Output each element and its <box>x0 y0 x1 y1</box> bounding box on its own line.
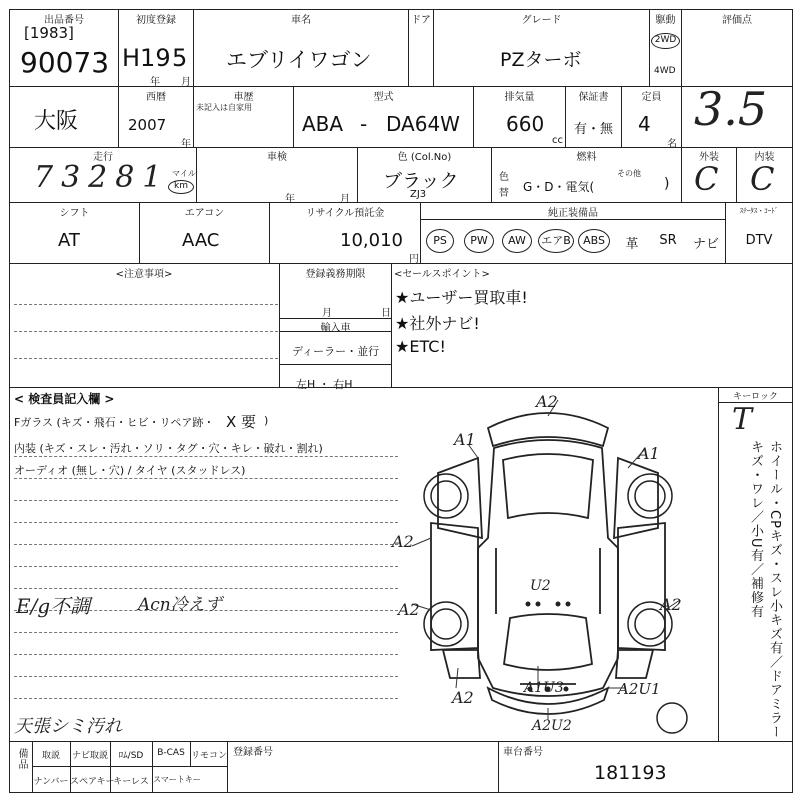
footer-rom-sd: ﾛﾑ/SD <box>118 751 144 761</box>
score-value: 3.5 <box>694 82 768 136</box>
history-note: 未記入は自家用 <box>196 103 252 112</box>
shift: AT <box>58 230 80 251</box>
footer-spare-key: スペアキー <box>70 777 115 787</box>
equip-airbag: エアB <box>538 229 574 253</box>
damage-mark-front: A2 <box>536 392 558 411</box>
score-label: 評価点 <box>722 15 752 26</box>
model-label: 車名 <box>291 15 311 26</box>
damage-mark-right-rear: A2 <box>660 595 682 614</box>
grade-value: PZターボ <box>500 49 582 71</box>
equip-label: 純正装備品 <box>548 208 598 219</box>
handwritten-note-3: 天張シミ汚れ <box>14 716 122 737</box>
mileage-unit-mile: マイル <box>172 169 196 178</box>
inspector-line-3: オーディオ (無し・穴) / タイヤ (スタッドレス) <box>14 464 246 477</box>
inspector-line <box>14 566 398 567</box>
ac: AAC <box>182 230 220 251</box>
mileage-unit-km: km <box>168 180 194 194</box>
fuel-label: 燃料 <box>576 152 597 163</box>
equip-leather: 革 <box>625 237 639 252</box>
damage-mark-roof: U2 <box>530 578 551 594</box>
lot-number: 90073 <box>20 46 110 79</box>
inspector-line <box>14 522 398 523</box>
first-reg-label: 初度登録 <box>136 15 176 26</box>
reg-month: 5 <box>172 44 188 72</box>
import-label: 輸入車 <box>320 323 351 334</box>
inspection-month: 月 <box>340 194 350 205</box>
inspector-line-2: 内装 (キズ・スレ・汚れ・ソリ・タグ・穴・キレ・破れ・割れ) <box>14 442 323 455</box>
interior-label: 内装 <box>754 152 775 163</box>
footer-plate: ナンバー <box>33 777 69 787</box>
history-label: 車歴 <box>233 92 254 103</box>
western-year-unit: 年 <box>181 139 191 150</box>
lot-bracket: [1983] <box>24 24 74 42</box>
steering: 左H ・ 右H <box>296 378 353 391</box>
location: 大阪 <box>34 109 79 134</box>
sales-label: <セールスポイント> <box>394 269 490 280</box>
year-unit: 年 <box>150 77 160 88</box>
keylock-label: キーロック <box>733 392 778 402</box>
inspector-line <box>14 478 398 479</box>
inspector-line <box>14 676 398 677</box>
sales-point-1: ★ユーザー買取車! <box>395 288 528 307</box>
capacity-label: 定員 <box>641 92 662 103</box>
drive-4wd: 4WD <box>654 66 676 76</box>
inspection-year: 年 <box>285 194 295 205</box>
reg-no-label: 登録番号 <box>233 747 273 758</box>
fuel-other: その他 <box>617 169 641 178</box>
equip-navi: ナビ <box>692 237 719 252</box>
damage-mark-front-left: A1 <box>454 430 476 449</box>
footer-navi-manual: ナビ取説 <box>71 751 108 761</box>
lot-label: 出品番号 <box>44 15 84 26</box>
inspector-line-1-mark: X 要 <box>226 413 257 431</box>
chassis-label: 車台番号 <box>503 747 543 758</box>
handwritten-note-2: Acn冷えず <box>138 595 222 615</box>
equip-abs: ABS <box>578 229 610 253</box>
capacity: 4 <box>638 112 651 136</box>
fuel-options: G・D・電気( <box>523 180 595 194</box>
shift-label: シフト <box>59 208 90 219</box>
inspector-line <box>14 544 398 545</box>
displacement-label: 排気量 <box>504 92 535 103</box>
note-line <box>14 304 278 305</box>
sales-point-3: ★ETC! <box>395 337 446 356</box>
note-line <box>14 358 278 359</box>
footer-remote: リモコン <box>190 751 227 761</box>
recycle-unit: 円 <box>409 254 419 265</box>
damage-mark-left-front-door: A2 <box>392 532 414 551</box>
type-prefix: ABA <box>302 112 344 136</box>
inspector-line <box>14 500 398 501</box>
sales-point-2: ★社外ナビ! <box>395 314 480 333</box>
equip-pw: PW <box>464 229 494 253</box>
recycle: 10,010 <box>340 230 403 251</box>
inspector-line <box>14 698 398 699</box>
drive-2wd: 2WD <box>651 33 680 49</box>
ac-label: エアコン <box>184 208 225 219</box>
reg-month: 月 <box>322 308 332 319</box>
keylock-mark: T <box>732 402 753 437</box>
import-type: ディーラー・並行 <box>292 345 380 358</box>
type-dash: - <box>360 112 368 136</box>
inspector-title: < 検査員記入欄 > <box>14 392 115 406</box>
equip-aw: AW <box>502 229 532 253</box>
footer-smart-key: スマートキー <box>153 775 201 784</box>
warranty-label: 保証書 <box>578 92 609 103</box>
inspector-line-1-close: ) <box>264 414 269 427</box>
damage-mark-rear-center: A1U3 <box>524 680 564 696</box>
recycle-label: リサイクル預託金 <box>305 208 385 219</box>
equip-dtv: DTV <box>745 233 773 248</box>
color-change-1: 色 <box>499 172 509 183</box>
inspector-line <box>14 632 398 633</box>
displacement: 660 <box>506 112 545 136</box>
exterior-grade: C <box>694 160 719 198</box>
mileage: 73281 <box>34 160 170 195</box>
note-line <box>14 331 278 332</box>
grade-label: グレード <box>521 15 562 26</box>
damage-mark-left-rear-door: A2 <box>398 600 420 619</box>
inspector-line <box>14 654 398 655</box>
color-code: ZJ3 <box>410 189 427 200</box>
footer-side-label: 備品 <box>16 748 27 770</box>
month-unit: 月 <box>181 77 191 88</box>
inspection-label: 車検 <box>267 152 287 163</box>
damage-mark-rear-right: A2U1 <box>618 680 661 698</box>
caution-label: <注意事項> <box>115 269 173 280</box>
color: ブラック <box>383 170 459 192</box>
chassis-no: 181193 <box>594 762 667 784</box>
displacement-unit: cc <box>552 135 563 146</box>
inspector-line-1: Fガラス (キズ・飛石・ヒビ・リペア跡・ <box>14 416 215 429</box>
exterior-label: 外装 <box>699 152 719 163</box>
interior-grade: C <box>750 160 775 198</box>
footer-keyless: キーレス <box>113 777 149 787</box>
western-year: 2007 <box>128 116 167 134</box>
reg-deadline-label: 登録義務期限 <box>305 269 366 280</box>
footer-bcas: B-CAS <box>157 748 185 758</box>
status-label: ｽﾃｰﾀｽ・ｺｰﾄﾞ <box>739 207 779 215</box>
color-change-2: 替 <box>499 188 509 199</box>
capacity-unit: 名 <box>667 139 677 150</box>
western-year-label: 西暦 <box>146 92 166 103</box>
type-code: DA64W <box>386 112 460 136</box>
damage-mark-front-right: A1 <box>638 444 660 463</box>
mileage-label: 走行 <box>93 152 113 163</box>
damage-mark-left-rear: A2 <box>452 688 474 707</box>
footer-manual: 取説 <box>41 751 60 761</box>
door-label: ドア <box>411 15 431 26</box>
side-note: ホイール・CPキズ・スレ小キズ有／ドアミラーキズ・ワレ／小U有／補修有 <box>748 440 782 739</box>
type-label: 型式 <box>373 92 394 103</box>
handwritten-note-1: E/g不調 <box>16 594 91 618</box>
color-label: 色 (Col.No) <box>397 152 452 163</box>
equip-sr: SR <box>659 233 677 248</box>
drive-label: 駆動 <box>655 15 676 26</box>
reg-day: 日 <box>381 308 391 319</box>
era-year: H19 <box>122 44 171 72</box>
fuel-close: ) <box>664 176 670 192</box>
inspector-line <box>14 588 398 589</box>
equip-ps: PS <box>426 229 454 253</box>
inspector-line <box>14 456 398 457</box>
warranty: 有・無 <box>574 122 614 137</box>
damage-mark-bumper: A2U2 <box>532 718 572 734</box>
model-name: エブリイワゴン <box>226 48 372 72</box>
